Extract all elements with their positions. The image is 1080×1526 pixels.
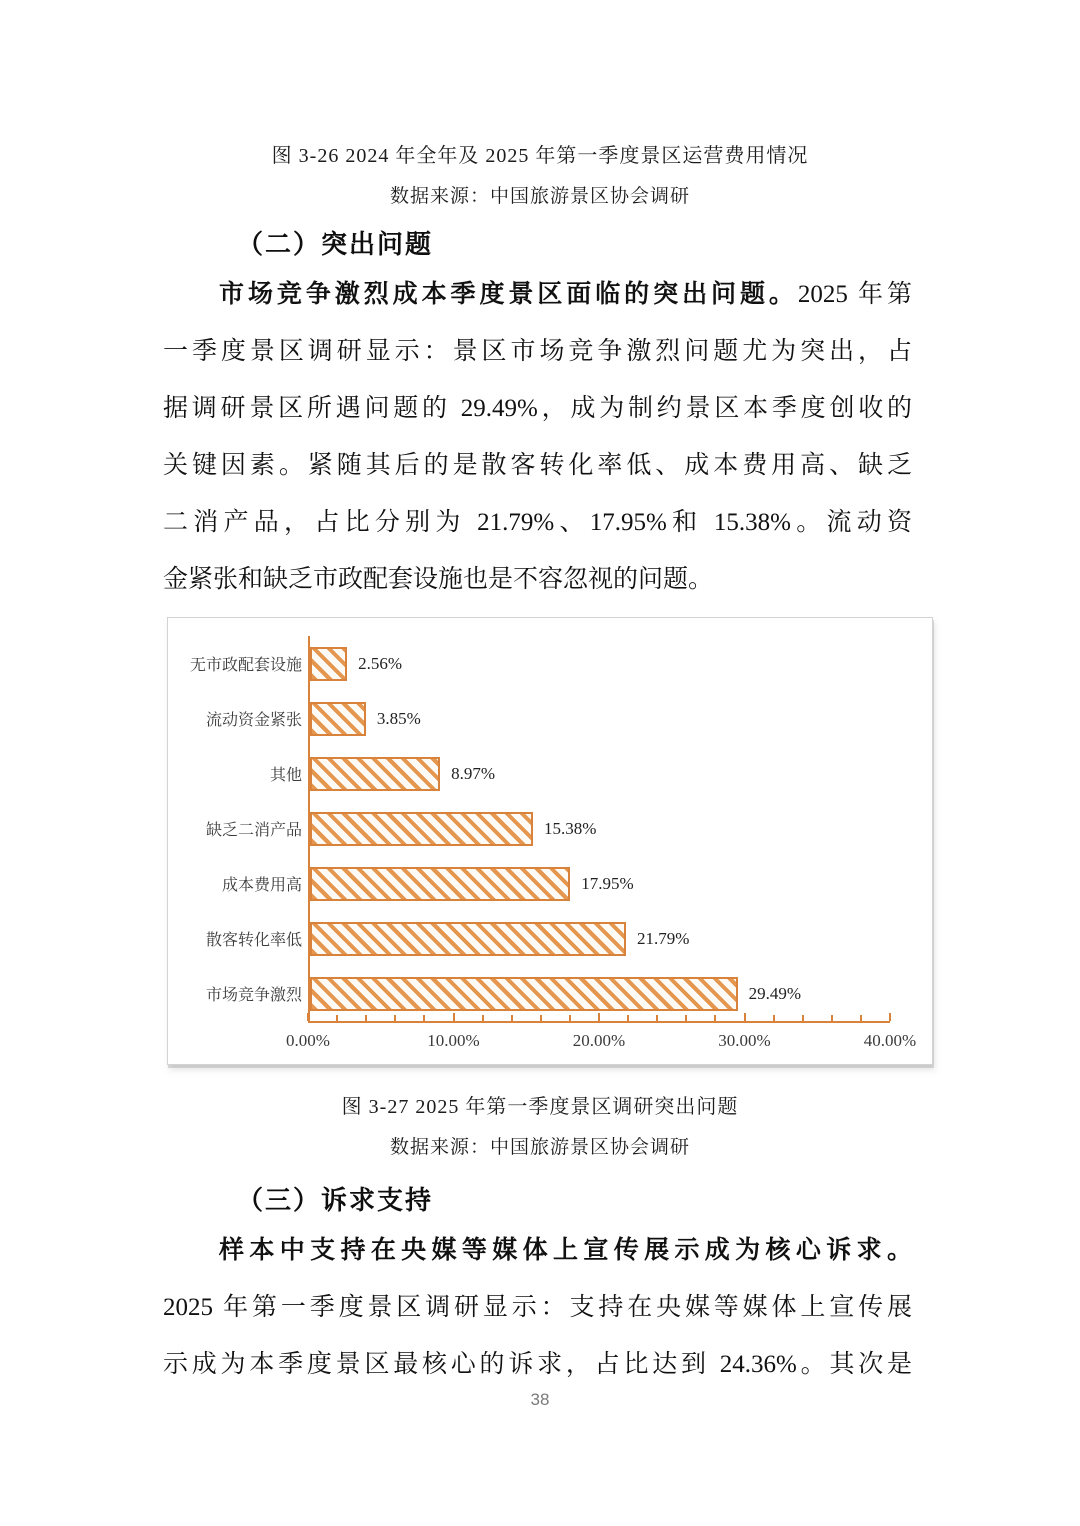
chart-row: [194, 746, 890, 801]
axis-tick: [889, 1013, 891, 1021]
chart-bar-zone: [308, 856, 890, 911]
paragraph-line: [163, 1222, 912, 1279]
chart-category-label: 市场竞争激烈: [205, 987, 302, 1004]
axis-tick: [394, 1015, 396, 1021]
chart-bar: [310, 867, 570, 901]
axis-tick: [598, 1013, 600, 1021]
chart-value-label: 8.97%: [451, 763, 495, 783]
chart-value-label: 15.38%: [544, 818, 597, 838]
paragraph-line: 2025 年第一季度景区调研显示：支持在央媒等媒体上宣传展: [163, 1294, 912, 1321]
chart-bar: [310, 702, 366, 736]
chart-category-label: 缺乏二消产品: [205, 822, 302, 839]
figure-3-27-source: 数据来源：中国旅游景区协会调研: [389, 1137, 690, 1158]
chart-bar-zone: [308, 801, 890, 856]
figure-3-26-source: 数据来源：中国旅游景区协会调研: [389, 186, 690, 207]
figure-3-27-bar-chart: [167, 617, 933, 1065]
chart-x-axis-labels: [286, 1023, 917, 1061]
paragraph-line: 金紧张和缺乏市政配套设施也是不容忽视的问题。: [163, 566, 714, 593]
paragraph-problems: [163, 266, 912, 608]
chart-bar-zone: [308, 911, 890, 966]
axis-tick-label: 30.00%: [718, 1031, 771, 1050]
paragraph-line: 一季度景区调研显示：景区市场竞争激烈问题尤为突出，占: [163, 338, 912, 365]
paragraph-appeals: [163, 1222, 912, 1393]
section-heading-3: （三）诉求支持: [237, 1185, 434, 1215]
chart-bar-zone: [308, 636, 890, 691]
axis-tick: [511, 1015, 513, 1021]
chart-category-label: 其他: [269, 767, 302, 784]
axis-tick: [482, 1015, 484, 1021]
chart-category-label: 散客转化率低: [205, 932, 302, 949]
axis-tick: [307, 1013, 309, 1021]
paragraph-line: 示成为本季度景区最核心的诉求，占比达到 24.36%。其次是: [163, 1351, 912, 1378]
axis-tick: [860, 1015, 862, 1021]
chart-value-label: 21.79%: [636, 928, 690, 948]
section-heading-2: （二）突出问题: [237, 229, 434, 259]
chart-bar: [310, 977, 738, 1011]
axis-tick: [453, 1013, 455, 1021]
axis-tick: [336, 1015, 338, 1021]
chart-value-label: 17.95%: [581, 873, 634, 893]
axis-tick: [831, 1015, 833, 1021]
chart-row: [189, 636, 890, 691]
axis-tick: [540, 1015, 542, 1021]
chart-bar: [310, 647, 347, 681]
axis-tick: [365, 1015, 367, 1021]
chart-row: [194, 801, 890, 856]
chart-row: [194, 691, 890, 746]
chart-rows: [189, 636, 890, 1021]
axis-tick: [802, 1015, 804, 1021]
axis-tick-label: 40.00%: [863, 1031, 917, 1050]
axis-tick: [656, 1015, 658, 1021]
paragraph-line: 关键因素。紧随其后的是散客转化率低、成本费用高、缺乏: [163, 452, 912, 479]
figure-3-26-caption: 图 3-26 2024 年全年及 2025 年第一季度景区运营费用情况: [271, 145, 809, 167]
chart-value-label: 29.49%: [748, 983, 802, 1003]
axis-tick: [627, 1015, 629, 1021]
paragraph-line: [163, 266, 912, 323]
axis-tick: [685, 1015, 687, 1021]
chart-bar: [310, 757, 440, 791]
chart-value-label: 2.56%: [358, 653, 403, 673]
chart-category-label: 流动资金紧张: [205, 712, 302, 729]
axis-tick: [714, 1015, 716, 1021]
chart-bar: [310, 922, 626, 956]
axis-tick-label: 0.00%: [286, 1031, 330, 1050]
axis-tick: [423, 1015, 425, 1021]
axis-tick-label: 20.00%: [572, 1031, 626, 1050]
paragraph-lead-bold: 样本中支持在央媒等媒体上宣传展示成为核心诉求。: [219, 1237, 912, 1264]
axis-tick-label: 10.00%: [427, 1031, 480, 1050]
axis-tick: [744, 1013, 746, 1021]
chart-bar: [310, 812, 533, 846]
page-number: 38: [530, 1390, 550, 1409]
chart-category-label: 成本费用高: [221, 877, 302, 894]
chart-value-label: 3.85%: [376, 708, 421, 728]
paragraph-line: 二消产品，占比分别为 21.79%、17.95%和 15.38%。流动资: [163, 509, 912, 536]
chart-category-label: 无市政配套设施: [189, 657, 302, 674]
axis-tick: [569, 1015, 571, 1021]
paragraph-text: 2025 年第: [797, 281, 912, 308]
axis-tick: [773, 1015, 775, 1021]
chart-row: [194, 911, 890, 966]
chart-bar-zone: [308, 691, 890, 746]
paragraph-lead-bold: 市场竞争激烈成本季度景区面临的突出问题。: [219, 281, 798, 308]
figure-3-27-caption: 图 3-27 2025 年第一季度景区调研突出问题: [341, 1096, 739, 1118]
paragraph-line: 据调研景区所遇问题的 29.49%，成为制约景区本季度创收的: [163, 395, 912, 422]
chart-row: [194, 856, 890, 911]
chart-bar-zone: [308, 746, 890, 801]
chart-row: [194, 966, 890, 1021]
